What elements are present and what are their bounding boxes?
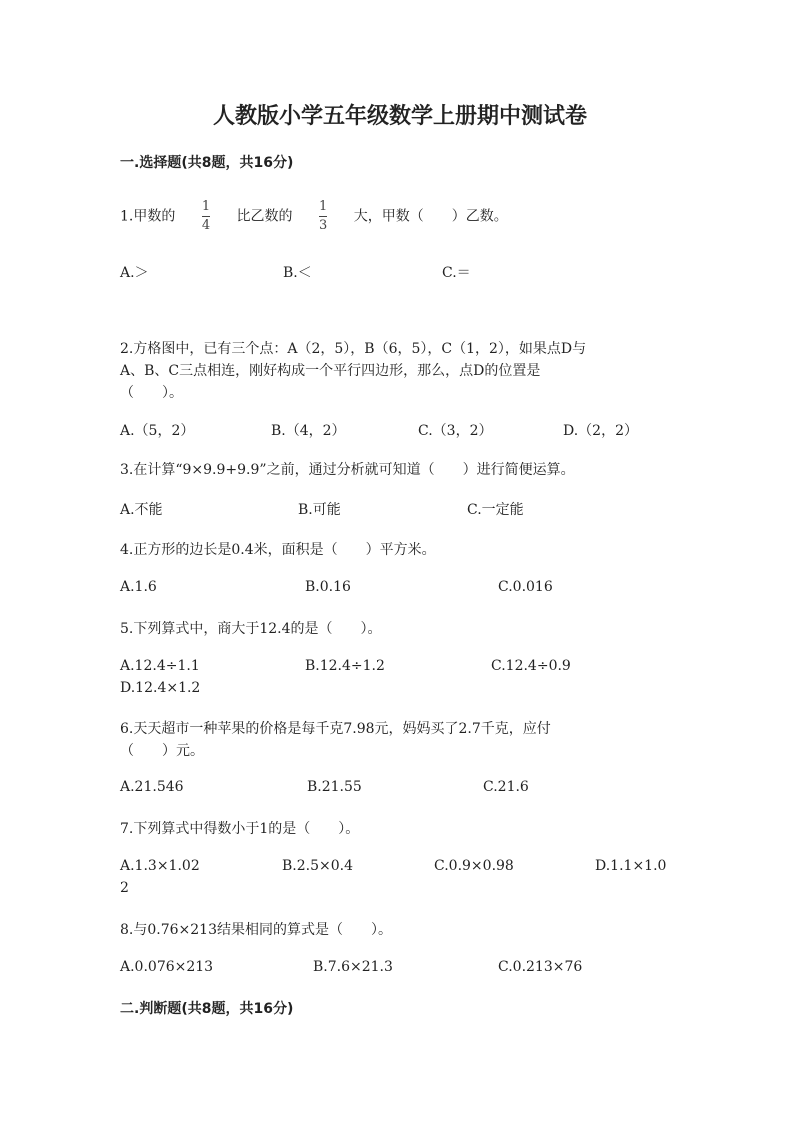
section-heading-choice: 一.选择题(共8题，共16分) bbox=[120, 155, 294, 171]
question-1-text-b: 比乙数的 bbox=[236, 208, 293, 225]
q7-option-c[interactable]: C.0.9×0.98 bbox=[434, 858, 514, 874]
question-6-line-1: 6.天天超市一种苹果的价格是每千克7.98元，妈妈买了2.7千克，应付 bbox=[120, 721, 551, 737]
question-2-line-2: A、B、C三点相连，刚好构成一个平行四边形，那么，点D的位置是 bbox=[120, 363, 541, 379]
question-7: 7.下列算式中得数小于1的是（ ）。 bbox=[120, 821, 360, 837]
q5-option-b[interactable]: B.12.4÷1.2 bbox=[305, 658, 385, 674]
fraction-denominator: 3 bbox=[319, 218, 328, 233]
q4-option-b[interactable]: B.0.16 bbox=[305, 579, 351, 595]
question-3: 3.在计算“9×9.9+9.9”之前，通过分析就可知道（ ）进行简便运算。 bbox=[120, 462, 575, 478]
fraction-numerator: 1 bbox=[201, 199, 211, 214]
q3-option-c[interactable]: C.一定能 bbox=[467, 502, 524, 518]
page-title: 人教版小学五年级数学上册期中测试卷 bbox=[212, 104, 587, 129]
q4-option-a[interactable]: A.1.6 bbox=[120, 579, 157, 595]
q1-option-c[interactable]: C.＝ bbox=[442, 265, 471, 281]
q5-option-c[interactable]: C.12.4÷0.9 bbox=[491, 658, 571, 674]
fraction-numerator: 1 bbox=[319, 199, 328, 214]
q6-option-c[interactable]: C.21.6 bbox=[483, 779, 529, 795]
q7-option-a[interactable]: A.1.3×1.02 bbox=[120, 858, 200, 874]
q3-option-a[interactable]: A.不能 bbox=[120, 502, 163, 518]
q7-option-d[interactable]: D.1.1×1.0 bbox=[595, 858, 667, 874]
q8-option-c[interactable]: C.0.213×76 bbox=[498, 959, 583, 975]
question-8: 8.与0.76×213结果相同的算式是（ ）。 bbox=[120, 922, 392, 938]
q7-option-b[interactable]: B.2.5×0.4 bbox=[282, 858, 353, 874]
q2-option-d[interactable]: D.（2，2） bbox=[563, 423, 638, 439]
section-heading-judgment: 二.判断题(共8题，共16分) bbox=[120, 1001, 294, 1017]
q2-option-c[interactable]: C.（3，2） bbox=[418, 423, 493, 439]
q5-option-a[interactable]: A.12.4÷1.1 bbox=[120, 658, 200, 674]
q4-option-c[interactable]: C.0.016 bbox=[498, 579, 553, 595]
q5-option-d[interactable]: D.12.4×1.2 bbox=[120, 680, 201, 696]
question-5: 5.下列算式中，商大于12.4的是（ ）。 bbox=[120, 621, 382, 637]
question-4: 4.正方形的边长是0.4米，面积是（ ）平方米。 bbox=[120, 542, 436, 558]
q2-option-a[interactable]: A.（5，2） bbox=[120, 423, 195, 439]
fraction-bar bbox=[319, 216, 327, 217]
q8-option-a[interactable]: A.0.076×213 bbox=[120, 959, 214, 975]
question-1 bbox=[120, 200, 508, 233]
q3-option-b[interactable]: B.可能 bbox=[298, 502, 341, 518]
fraction-one-quarter bbox=[202, 200, 210, 233]
question-2-line-1: 2.方格图中，已有三个点：A（2，5），B（6，5），C（1，2），如果点D与 bbox=[120, 341, 587, 357]
question-1-text-c: 大，甲数（ ）乙数。 bbox=[353, 208, 508, 225]
q6-option-a[interactable]: A.21.546 bbox=[120, 779, 184, 795]
q6-option-b[interactable]: B.21.55 bbox=[307, 779, 362, 795]
q2-option-b[interactable]: B.（4，2） bbox=[271, 423, 346, 439]
q8-option-b[interactable]: B.7.6×21.3 bbox=[313, 959, 393, 975]
question-1-text-a: 1.甲数的 bbox=[120, 208, 176, 225]
fraction-bar bbox=[202, 216, 210, 217]
question-6-line-2: （ ）元。 bbox=[120, 743, 204, 759]
fraction-denominator: 4 bbox=[201, 218, 211, 233]
question-2-line-3: （ ）。 bbox=[120, 385, 183, 401]
q1-option-a[interactable]: A.＞ bbox=[120, 265, 149, 281]
q1-option-b[interactable]: B.＜ bbox=[283, 265, 312, 281]
q7-option-d-wrap: 2 bbox=[120, 880, 129, 896]
fraction-one-third bbox=[319, 200, 327, 233]
